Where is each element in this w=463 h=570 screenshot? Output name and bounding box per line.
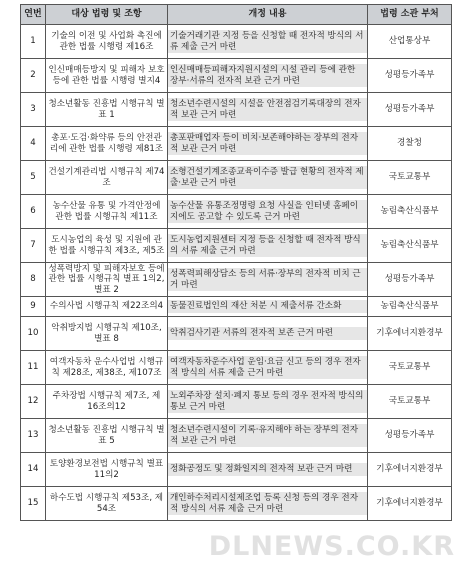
amendment-content-cell [168, 25, 368, 59]
amendment-content-cell-text: 농수산물 유통조정명령 요청 사실을 인터넷 홈페이지에도 공고할 수 있도록 근거 마련 [168, 200, 367, 223]
law-article-cell: 토양환경보전법 시행규칙 별표 11의2 [46, 453, 168, 487]
table-body [21, 25, 452, 521]
table-row [21, 487, 452, 521]
amendment-content-cell-text: 도시농업지원센터 지정 등을 신청할 때 전자적 방식의 서류 제출 근거 마련 [168, 234, 367, 257]
row-number-cell: 15 [21, 487, 46, 521]
law-article-cell: 기술의 이전 및 사업화 촉진에 관한 법률 시행령 제16조 [46, 25, 168, 59]
law-article-cell: 청소년활동 진흥법 시행규칙 별표 5 [46, 419, 168, 453]
table-row [21, 453, 452, 487]
ministry-cell: 농림축산식품부 [368, 297, 452, 317]
row-number-cell: 8 [21, 263, 46, 297]
ministry-cell: 국토교통부 [368, 161, 452, 195]
amendment-content-cell-text: 기술거래기관 지정 등을 신청할 때 전자적 방식의 서류 제출 근거 마련 [168, 30, 367, 53]
ministry-cell: 성평등가족부 [368, 93, 452, 127]
table-row [21, 317, 452, 351]
row-number-cell: 7 [21, 229, 46, 263]
law-article-cell: 여객자동차 운수사업법 시행규칙 제28조, 제38조, 제107조 [46, 351, 168, 385]
law-article-cell: 인신매매등방지 및 피해자 보호 등에 관한 법률 시행령 별지4 [46, 59, 168, 93]
ministry-cell: 성평등가족부 [368, 59, 452, 93]
table-row [21, 93, 452, 127]
law-amendment-table-container [20, 4, 451, 521]
row-number-cell: 2 [21, 59, 46, 93]
table-row [21, 263, 452, 297]
amendment-content-cell [168, 351, 368, 385]
law-amendment-table [20, 4, 452, 521]
header-law: 대상 법령 및 조항 [46, 5, 168, 25]
row-number-cell: 1 [21, 25, 46, 59]
row-number-cell: 3 [21, 93, 46, 127]
ministry-cell: 국토교통부 [368, 385, 452, 419]
ministry-cell: 농림축산식품부 [368, 229, 452, 263]
law-article-cell: 성폭력방지 및 피해자보호 등에 관한 법률 시행규칙 별표 1의2, 별표 2 [46, 263, 168, 297]
law-article-cell: 하수도법 시행규칙 제53조, 제54조 [46, 487, 168, 521]
amendment-content-cell [168, 263, 368, 297]
table-row [21, 351, 452, 385]
header-content: 개정 내용 [168, 5, 368, 25]
table-header-row [21, 5, 452, 25]
amendment-content-cell [168, 317, 368, 351]
table-row [21, 229, 452, 263]
row-number-cell: 4 [21, 127, 46, 161]
amendment-content-cell-text: 총포판매업자 등이 비치·보존해야하는 장부의 전자적 보관 근거 마련 [168, 132, 367, 155]
table-row [21, 59, 452, 93]
law-article-cell: 총포·도검·화약류 등의 안전관리에 관한 법률 시행령 제81조 [46, 127, 168, 161]
table-row [21, 385, 452, 419]
ministry-cell: 농림축산식품부 [368, 195, 452, 229]
amendment-content-cell [168, 487, 368, 521]
header-dept: 법령 소관 부처 [368, 5, 452, 25]
amendment-content-cell [168, 385, 368, 419]
row-number-cell: 14 [21, 453, 46, 487]
amendment-content-cell-text: 성폭력피해상담소 등의 서류·장부의 전자적 비치 근거 마련 [168, 268, 367, 291]
row-number-cell: 9 [21, 297, 46, 317]
table-row [21, 25, 452, 59]
ministry-cell: 기후에너지환경부 [368, 487, 452, 521]
amendment-content-cell [168, 59, 368, 93]
amendment-content-cell-text: 개인하수처리시설제조업 등록 신청 등의 경우 전자적 방식의 서류 제출 근거 마련 [168, 492, 367, 515]
law-article-cell: 도시농업의 육성 및 지원에 관한 법률 시행규칙 제3조, 제5조 [46, 229, 168, 263]
amendment-content-cell [168, 229, 368, 263]
ministry-cell: 산업통상부 [368, 25, 452, 59]
amendment-content-cell-text: 청소년수련시설이 기록·유지해야 하는 장부의 전자적 보관 근거 마련 [168, 424, 367, 447]
amendment-content-cell-text: 청소년수련시설의 시설을 안전점검기록대장의 전자적 보관 근거 마련 [168, 98, 367, 121]
ministry-cell: 성평등가족부 [368, 263, 452, 297]
watermark: DLNEWS.CO.KR [208, 531, 455, 562]
row-number-cell: 6 [21, 195, 46, 229]
amendment-content-cell-text: 악취검사기관 서류의 전자적 보존 근거 마련 [168, 327, 367, 340]
amendment-content-cell-text: 정화공정도 및 정화일지의 전자적 보관 근거 마련 [168, 463, 367, 476]
ministry-cell: 성평등가족부 [368, 419, 452, 453]
row-number-cell: 11 [21, 351, 46, 385]
amendment-content-cell-text: 소형건설기계조종교육이수증 발급 현황의 전자적 제출·보관 근거 마련 [168, 166, 367, 189]
law-article-cell: 청소년활동 진흥법 시행규칙 별표 1 [46, 93, 168, 127]
table-row [21, 161, 452, 195]
amendment-content-cell-text: 인신매매등피해자지원시설의 시설 관리 등에 관한 장부·서류의 전자적 보관 근거 마련 [168, 64, 367, 87]
amendment-content-cell [168, 453, 368, 487]
amendment-content-cell-text: 동물진료법인의 재산 처분 시 제출서류 간소화 [168, 300, 367, 313]
table-row [21, 419, 452, 453]
table-row [21, 297, 452, 317]
law-article-cell: 주차장법 시행규칙 제7조, 제16조의12 [46, 385, 168, 419]
table-row [21, 127, 452, 161]
amendment-content-cell [168, 127, 368, 161]
law-article-cell: 악취방지법 시행규칙 제10조, 별표 8 [46, 317, 168, 351]
ministry-cell: 국토교통부 [368, 351, 452, 385]
row-number-cell: 10 [21, 317, 46, 351]
amendment-content-cell-text: 여객자동차운수사업 운임·요금 신고 등의 경우 전자적 방식의 서류 제출 근거 마련 [168, 356, 367, 379]
law-article-cell: 수의사법 시행규칙 제22조의4 [46, 297, 168, 317]
header-no: 연번 [21, 5, 46, 25]
row-number-cell: 5 [21, 161, 46, 195]
ministry-cell: 경찰청 [368, 127, 452, 161]
amendment-content-cell-text: 노외주차장 설치·폐지 통보 등의 경우 전자적 방식의 통보 근거 마련 [168, 390, 367, 413]
amendment-content-cell [168, 297, 368, 317]
amendment-content-cell [168, 93, 368, 127]
amendment-content-cell [168, 195, 368, 229]
ministry-cell: 기후에너지환경부 [368, 317, 452, 351]
law-article-cell: 농수산물 유통 및 가격안정에 관한 법률 시행규칙 제11조 [46, 195, 168, 229]
law-article-cell: 건설기계관리법 시행규칙 제74조 [46, 161, 168, 195]
amendment-content-cell [168, 419, 368, 453]
amendment-content-cell [168, 161, 368, 195]
ministry-cell: 기후에너지환경부 [368, 453, 452, 487]
row-number-cell: 12 [21, 385, 46, 419]
table-row [21, 195, 452, 229]
row-number-cell: 13 [21, 419, 46, 453]
